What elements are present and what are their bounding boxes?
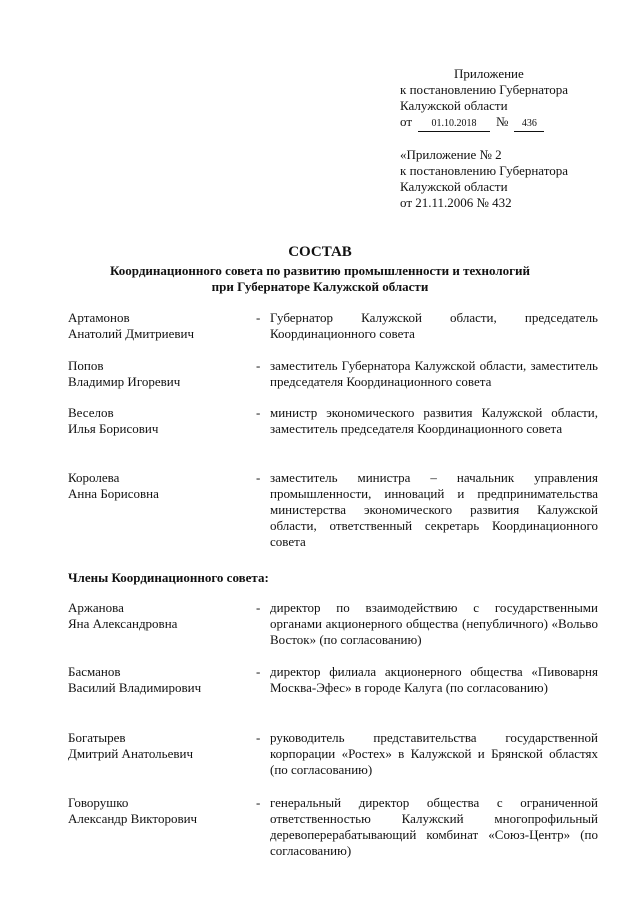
position: министр экономического развития Калужской области, заместитель председателя Координационного совета: [270, 405, 598, 436]
appendix-region: Калужской области: [400, 98, 508, 113]
resolution-date: 01.10.2018: [418, 118, 490, 132]
position: директор по взаимодействию с государственными органами акционерного общества (непубличного) «Вольво Восток» (по согласованию): [270, 600, 598, 647]
dash: -: [256, 600, 261, 615]
appendix2-resolution: к постановлению Губернатора: [400, 163, 569, 178]
given-name: Владимир Игоревич: [68, 374, 181, 389]
appendix-header: [400, 66, 610, 132]
dash: -: [256, 310, 261, 325]
surname: Попов: [68, 358, 104, 373]
from-label: от: [400, 114, 413, 129]
dash: -: [256, 795, 261, 810]
position: заместитель Губернатора Калужской области, заместитель председателя Координационного совета: [270, 358, 598, 389]
members-heading: Члены Координационного совета:: [68, 570, 269, 585]
given-name: Анна Борисовна: [68, 486, 159, 501]
surname: Аржанова: [68, 600, 124, 615]
position: директор филиала акционерного общества «Пивоварня Москва-Эфес» в городе Калуга (по согласованию): [270, 664, 598, 695]
given-name: Александр Викторович: [68, 811, 198, 826]
surname: Веселов: [68, 405, 114, 420]
title-heading: СОСТАВ: [288, 244, 352, 260]
person-name: [68, 310, 248, 342]
given-name: Дмитрий Анатольевич: [68, 746, 193, 761]
given-name: Василий Владимирович: [68, 680, 202, 695]
dash: -: [256, 664, 261, 679]
appendix-resolution: к постановлению Губернатора: [400, 82, 569, 97]
position: заместитель министра – начальник управления промышленности, инноваций и предпринимательства министерства экономического развития Калужской области, ответственный секретарь Координационного совета: [270, 470, 598, 549]
person-name: [68, 470, 248, 502]
number-label: №: [496, 114, 509, 129]
appendix2-region: Калужской области: [400, 179, 508, 194]
appendix2-header: [400, 147, 610, 211]
title-line-1: Координационного совета по развитию промышленности и технологий: [109, 263, 530, 278]
document-title: [70, 243, 570, 295]
dash: -: [256, 405, 261, 420]
person-name: [68, 664, 248, 696]
surname: Говорушко: [68, 795, 129, 810]
title-line-2: при Губернаторе Калужской области: [211, 279, 429, 294]
person-name: [68, 405, 248, 437]
dash: -: [256, 358, 261, 373]
appendix-date-line: [400, 114, 610, 132]
surname: Королева: [68, 470, 120, 485]
appendix2-label: «Приложение № 2: [400, 147, 502, 162]
person-name: [68, 600, 248, 632]
person-name: [68, 730, 248, 762]
position: генеральный директор общества с ограниченной ответственностью Калужский многопрофильный деревоперерабатывающий комбинат «Союз-Центр» (по согласованию): [270, 795, 598, 858]
given-name: Илья Борисович: [68, 421, 159, 436]
person-name: [68, 795, 248, 827]
appendix2-date: от 21.11.2006 № 432: [400, 195, 512, 210]
given-name: Анатолий Дмитриевич: [68, 326, 195, 341]
surname: Басманов: [68, 664, 121, 679]
dash: -: [256, 470, 261, 485]
given-name: Яна Александровна: [68, 616, 178, 631]
dash: -: [256, 730, 261, 745]
appendix-label: Приложение: [454, 66, 524, 81]
position: Губернатор Калужской области, председатель Координационного совета: [270, 310, 598, 341]
surname: Артамонов: [68, 310, 130, 325]
person-name: [68, 358, 248, 390]
position: руководитель представительства государственной корпорации «Ростех» в Калужской и Брянской областях (по согласованию): [270, 730, 598, 777]
surname: Богатырев: [68, 730, 126, 745]
resolution-number: 436: [514, 118, 544, 132]
